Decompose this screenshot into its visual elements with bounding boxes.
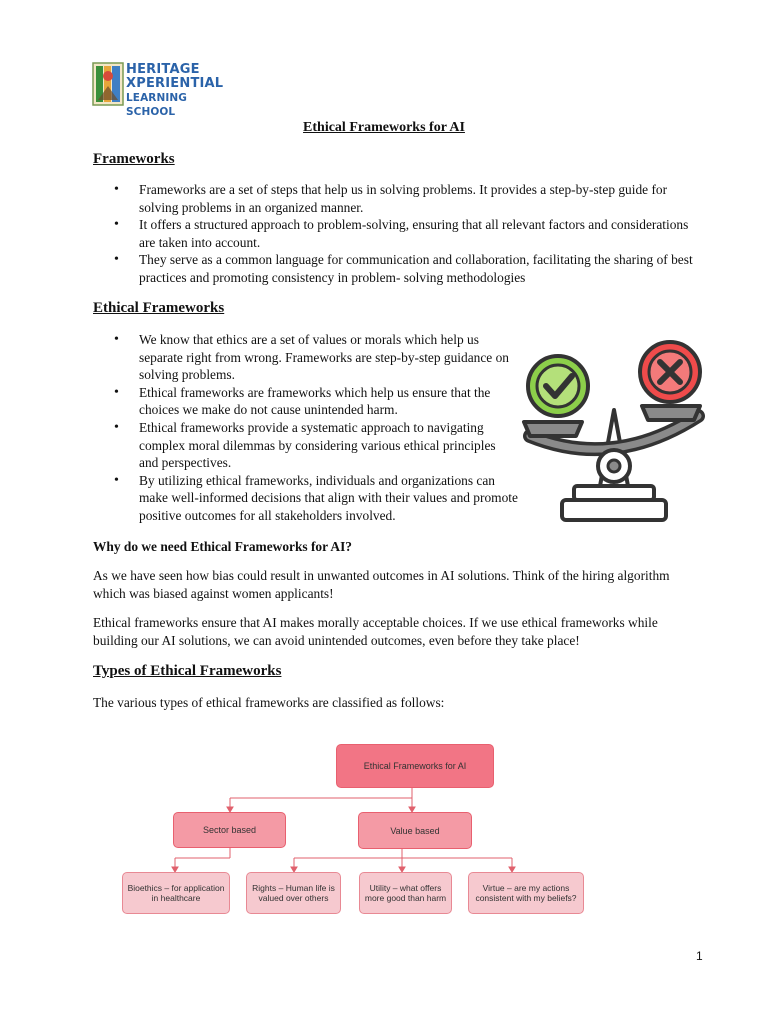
frameworks-heading: Frameworks (93, 151, 175, 167)
why-paragraph-2: Ethical frameworks ensure that AI makes morally acceptable choices. If we use ethical frameworks while building our AI solutions, we can avoid unintended outcomes, even before they take place! (93, 615, 658, 648)
why-heading: Why do we need Ethical Frameworks for AI? (93, 539, 352, 554)
ethical-frameworks-heading: Ethical Frameworks (93, 300, 225, 316)
list-item: • It offers a structured approach to problem-solving, ensuring that all relevant factors and considerations are taken into account. (93, 216, 705, 251)
ethical-frameworks-diagram (118, 740, 598, 920)
diagram-leaf-virtue: Virtue – are my actions consistent with my beliefs? (468, 872, 584, 914)
document-title: Ethical Frameworks for AI (303, 120, 465, 135)
types-intro: The various types of ethical frameworks are classified as follows: (93, 695, 445, 710)
list-item: • Ethical frameworks provide a systematic approach to navigating complex moral dilemmas by considering various ethical principles and perspectives. (93, 419, 518, 472)
list-item: • They serve as a common language for communication and collaboration, facilitating the sharing of best practices and promoting consistency in problem- solving methodologies (93, 251, 705, 286)
logo-line-2: XPERIENTIAL (126, 76, 224, 91)
school-logo (92, 62, 232, 118)
frameworks-list (93, 181, 705, 287)
page-number: 1 (696, 949, 703, 963)
list-item: • We know that ethics are a set of values or morals which help us separate right from wrong. Frameworks are step-by-step guidance on solving problems. (93, 331, 518, 384)
school-logo-text (126, 63, 232, 119)
diagram-root-node: Ethical Frameworks for AI (336, 744, 494, 788)
list-item: • Ethical frameworks are frameworks which help us ensure that the choices we make do not cause unintended harm. (93, 384, 518, 419)
ethical-frameworks-list (93, 331, 518, 525)
list-item: • Frameworks are a set of steps that help us in solving problems. It provides a step-by-step guide for solving problems in an organized manner. (93, 181, 705, 216)
diagram-leaf-utility: Utility – what offers more good than harm (359, 872, 452, 914)
types-heading: Types of Ethical Frameworks (93, 663, 282, 679)
list-item: • By utilizing ethical frameworks, individuals and organizations can make well-informed decisions that align with their values and promote positive outcomes for all stakeholders involved. (93, 472, 518, 525)
diagram-leaf-rights: Rights – Human life is valued over others (246, 872, 341, 914)
diagram-sector-node: Sector based (173, 812, 286, 848)
logo-line-1: HERITAGE (126, 62, 200, 77)
diagram-value-node: Value based (358, 812, 472, 849)
logo-line-3: LEARNING SCHOOL (126, 92, 187, 118)
school-emblem-icon (92, 62, 124, 106)
diagram-leaf-bioethics: Bioethics – for application in healthcare (122, 872, 230, 914)
balance-scale-icon (518, 340, 710, 524)
why-paragraph-1: As we have seen how bias could result in unwanted outcomes in AI solutions. Think of the hiring algorithm which was biased against women applicants! (93, 568, 670, 601)
